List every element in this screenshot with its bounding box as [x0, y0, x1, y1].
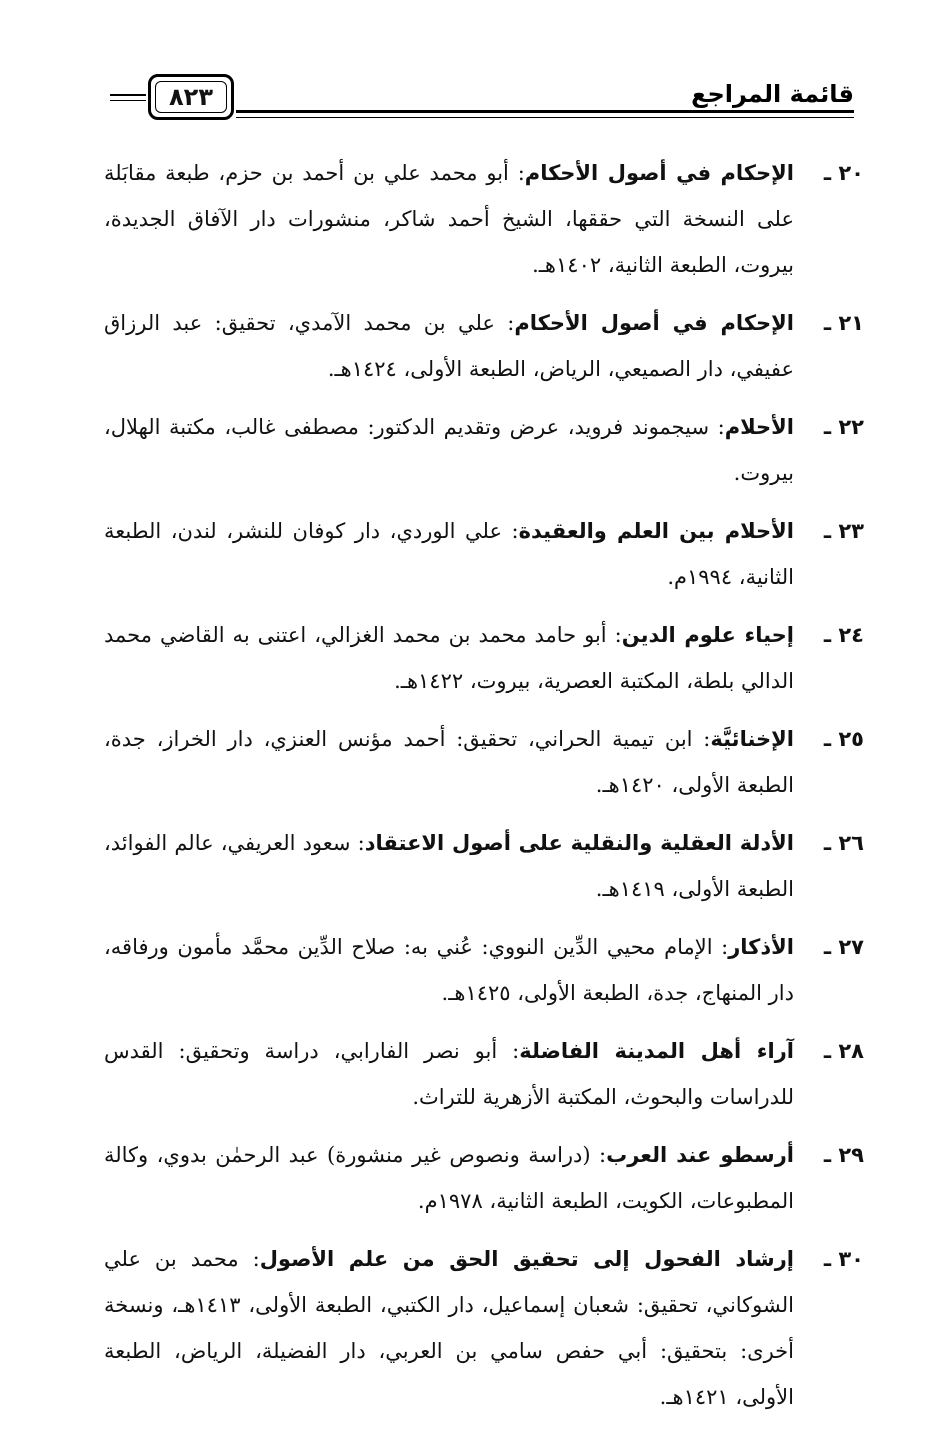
header-rule-left-bottom — [110, 100, 146, 101]
entry-number: ٢٩ ـ — [823, 1143, 864, 1167]
reference-entry-20 — [104, 150, 864, 288]
entry-details: : علي بن محمد الآمدي، تحقيق: عبد الرزاق عفيفي، دار الصميعي، الرياض، الطبعة الأولى، ١٤٢٤هـ. — [104, 311, 794, 381]
entry-number: ٢٦ ـ — [823, 831, 864, 855]
reference-entry-29 — [104, 1132, 864, 1224]
entry-details: : (دراسة ونصوص غير منشورة) عبد الرحمٰن بدوي، وكالة المطبوعات، الكويت، الطبعة الثانية، ١٩٧٨م. — [104, 1143, 794, 1213]
reference-entry-26 — [104, 820, 864, 912]
entry-title: أرسطو عند العرب — [606, 1143, 794, 1167]
entry-title: إرشاد الفحول إلى تحقيق الحق من علم الأصول — [259, 1247, 794, 1271]
entry-number: ٢٢ ـ — [823, 415, 864, 439]
entry-number: ٢٣ ـ — [823, 519, 864, 543]
entry-number: ٢١ ـ — [823, 311, 864, 335]
references-list — [104, 150, 864, 1432]
entry-details: : علي الوردي، دار كوفان للنشر، لندن، الطبعة الثانية، ١٩٩٤م. — [104, 519, 794, 589]
reference-entry-30 — [104, 1236, 864, 1420]
page-title: قائمة المراجع — [691, 80, 854, 108]
entry-number: ٢٠ ـ — [823, 161, 864, 185]
reference-entry-27 — [104, 924, 864, 1016]
reference-entry-22 — [104, 404, 864, 496]
reference-entry-28 — [104, 1028, 864, 1120]
entry-title: الأدلة العقلية والنقلية على أصول الاعتقاد — [364, 831, 794, 855]
entry-details: : ابن تيمية الحراني، تحقيق: أحمد مؤنس العنزي، دار الخراز، جدة، الطبعة الأولى، ١٤٢٠هـ. — [104, 727, 794, 797]
page-header — [110, 70, 854, 130]
entry-number: ٣٠ ـ — [823, 1247, 864, 1271]
reference-entry-24 — [104, 612, 864, 704]
entry-title: آراء أهل المدينة الفاضلة — [519, 1039, 794, 1063]
entry-title: الإحكام في أصول الأحكام — [514, 311, 795, 335]
entry-details: : أبو حامد محمد بن محمد الغزالي، اعتنى به القاضي محمد الدالي بلطة، المكتبة العصرية، بيروت، ١٤٢٢هـ. — [104, 623, 794, 693]
entry-title: الأحلام بين العلم والعقيدة — [518, 519, 795, 543]
entry-details: : محمد بن علي الشوكاني، تحقيق: شعبان إسماعيل، دار الكتبي، الطبعة الأولى، ١٤١٣هـ، ونسخة أخرى: بتحقيق: أبي حفص سامي بن العربي، دار الفضيلة، الرياض، الطبعة الأولى، ١٤٢١هـ. — [104, 1247, 794, 1409]
entry-title: الإخنائيَّة — [710, 727, 794, 751]
header-rule-main-bottom — [236, 117, 854, 118]
entry-number: ٢٧ ـ — [823, 935, 864, 959]
entry-details: : سعود العريفي، عالم الفوائد، الطبعة الأولى، ١٤١٩هـ. — [104, 831, 794, 901]
page-number-badge — [148, 74, 234, 120]
entry-details: : أبو محمد علي بن أحمد بن حزم، طبعة مقابَلة على النسخة التي حققها، الشيخ أحمد شاكر، منشورات دار الآفاق الجديدة، بيروت، الطبعة الثانية، ١٤٠٢هـ. — [104, 161, 794, 277]
header-rule-left-top — [110, 94, 146, 96]
reference-entry-21 — [104, 300, 864, 392]
entry-details: : أبو نصر الفارابي، دراسة وتحقيق: القدس للدراسات والبحوث، المكتبة الأزهرية للتراث. — [104, 1039, 794, 1109]
entry-title: الإحكام في أصول الأحكام — [524, 161, 794, 185]
entry-title: الأحلام — [724, 415, 794, 439]
page-number: ٨٢٣ — [155, 81, 227, 113]
entry-details: : سيجموند فرويد، عرض وتقديم الدكتور: مصطفى غالب، مكتبة الهلال، بيروت. — [104, 415, 794, 485]
entry-number: ٢٤ ـ — [823, 623, 864, 647]
entry-title: إحياء علوم الدين — [621, 623, 794, 647]
header-rule-main-top — [236, 110, 854, 113]
entry-number: ٢٨ ـ — [823, 1039, 864, 1063]
entry-title: الأذكار — [728, 935, 794, 959]
entry-details: : الإمام محيي الدِّين النووي: عُني به: صلاح الدِّين محمَّد مأمون ورفاقه، دار المنهاج، جدة، الطبعة الأولى، ١٤٢٥هـ. — [104, 935, 794, 1005]
reference-entry-23 — [104, 508, 864, 600]
reference-entry-25 — [104, 716, 864, 808]
entry-number: ٢٥ ـ — [823, 727, 864, 751]
